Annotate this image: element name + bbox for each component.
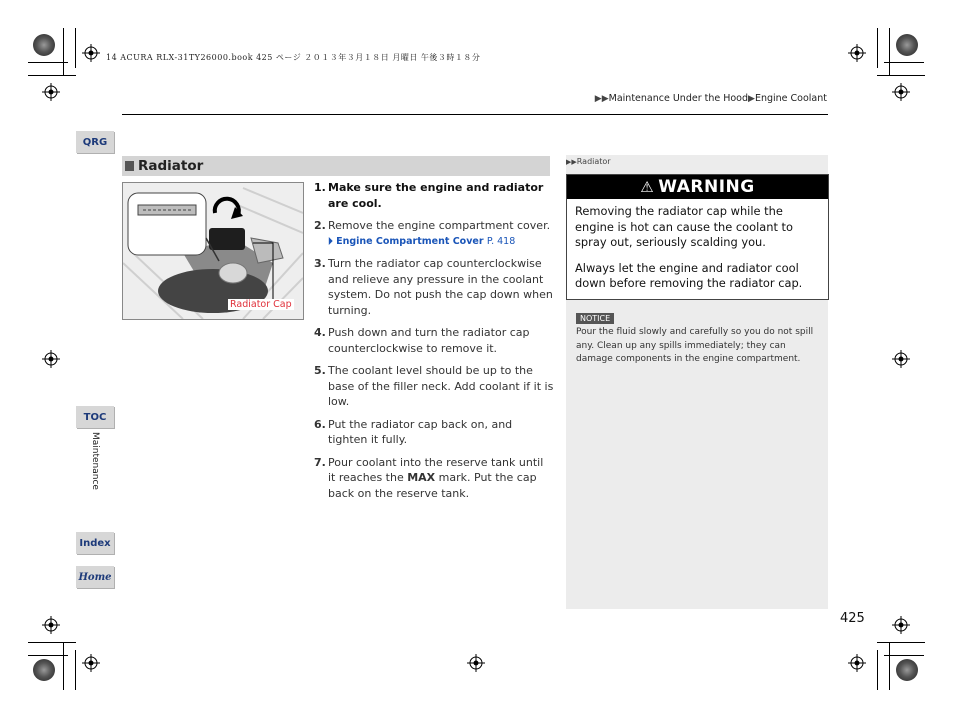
registration-mark-icon [42,83,60,101]
radiator-cap-callout: Radiator Cap [230,299,292,310]
warning-paragraph: Always let the engine and radiator cool down before removing the radiator cap. [575,260,803,290]
panel-arrow-icon: ▶▶ [566,158,577,166]
warning-box [566,174,829,300]
registration-mark-icon [42,616,60,634]
warning-triangle-icon: ⚠ [640,178,655,196]
radiator-cap-illustration [122,182,304,320]
step-text: Pour coolant into the reserve tank until it reaches the [328,455,544,484]
step-number: 2. [314,219,326,232]
home-button[interactable]: Home [76,566,114,588]
notice-label: NOTICE [576,313,614,324]
step-number: 3. [314,257,326,270]
step-text: Push down and turn the radiator cap counterclockwise to remove it. [328,326,530,355]
step-item [314,180,554,211]
step-number: 4. [314,326,326,339]
color-target-icon [896,659,918,681]
xref-page[interactable]: P. 418 [486,235,516,247]
step-text: Turn the radiator cap counterclockwise and relieve any pressure in the coolant system. Do not push the cap down when turning. [328,257,553,317]
color-target-icon [33,34,55,56]
step-text: Remove the engine compartment cover. [328,219,551,232]
step-item [314,417,554,448]
section-tab-label: Maintenance [90,432,100,490]
registration-mark-icon [82,654,100,672]
warning-body [567,199,828,292]
warning-title: WARNING [658,177,755,197]
breadcrumb-item[interactable]: Engine Coolant [754,93,827,104]
registration-mark-icon [42,350,60,368]
qrg-button[interactable]: QRG [76,131,114,153]
breadcrumb-arrow-icon: ▶ [748,94,755,104]
panel-title-text: Radiator [576,157,611,166]
warning-paragraph: Removing the radiator cap while the engine is hot can cause the coolant to spray out, seriously scalding you. [575,204,793,249]
breadcrumb-arrow-icon: ▶▶ [594,94,609,104]
breadcrumb [595,93,827,104]
registration-mark-icon [848,654,866,672]
step-number: 1. [314,181,326,194]
section-header [122,156,550,176]
cross-reference-link[interactable] [328,234,554,250]
step-text: Put the radiator cap back on, and tighten it fully. [328,417,513,446]
registration-mark-icon [892,616,910,634]
breadcrumb-item[interactable]: Maintenance Under the Hood [608,93,749,104]
page-number: 425 [840,611,865,626]
step-text-emphasis: MAX [407,471,436,484]
registration-mark-icon [892,83,910,101]
step-item [314,218,554,249]
color-target-icon [896,34,918,56]
color-target-icon [33,659,55,681]
section-title: Radiator [138,158,204,174]
step-item [314,325,554,356]
registration-mark-icon [892,350,910,368]
step-number: 6. [314,417,326,431]
step-text: Make sure the engine and radiator are cool. [328,181,544,210]
registration-mark-icon [848,44,866,62]
print-info-line: 14 ACURA RLX-31TY26000.book 425 ページ ２０１３年３月１８日 月曜日 午後３時１８分 [106,53,481,62]
step-item [314,256,554,318]
index-button[interactable]: Index [76,532,114,554]
step-number: 7. [314,455,326,469]
warning-header [567,175,828,199]
header-rule [122,114,828,115]
panel-title [566,157,611,166]
link-arrow-icon: ⏵ [328,235,333,247]
registration-mark-icon [82,44,100,62]
step-item [314,455,554,502]
step-number: 5. [314,364,326,377]
xref-title[interactable]: Engine Compartment Cover [336,235,484,247]
step-text: The coolant level should be up to the base of the filler neck. Add coolant if it is low. [328,364,554,408]
step-item [314,363,554,410]
notice-text: Pour the fluid slowly and carefully so you do not spill any. Clean up any spills immediately; they can damage components in the engine compartment. [576,327,814,364]
procedure-steps [314,180,554,508]
registration-mark-icon [467,654,485,672]
toc-button[interactable]: TOC [76,406,114,428]
section-square-icon [125,161,134,171]
step-text: mark. Put the cap back on the reserve tank. [328,471,537,500]
